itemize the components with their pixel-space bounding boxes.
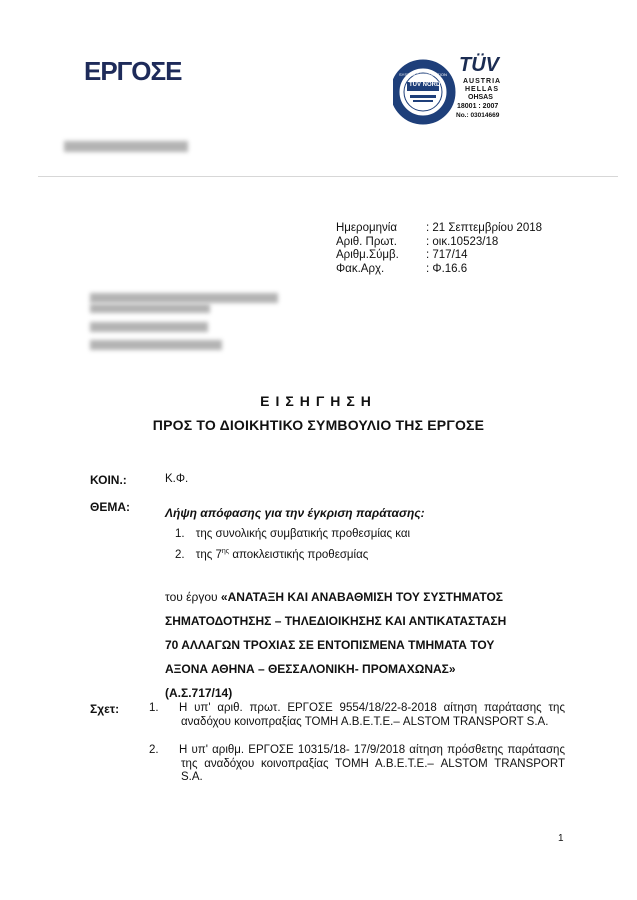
project-line-1 bbox=[165, 585, 575, 609]
redacted-address-line-3 bbox=[90, 322, 208, 332]
sxet-item-2 bbox=[149, 744, 565, 785]
cert-ring-text: SYSTEM CERTIFICATION bbox=[399, 72, 447, 77]
tuv-line-4: 18001 : 2007 bbox=[457, 103, 499, 110]
project-line-4: ΑΞΟΝΑ ΑΘΗΝΑ – ΘΕΣΣΑΛΟΝΙΚΗ- ΠΡΟΜΑΧΩΝΑΣ» bbox=[165, 662, 456, 676]
meta-value: : Φ.16.6 bbox=[426, 262, 468, 275]
meta-value: : οικ.10523/18 bbox=[426, 235, 499, 248]
ergose-logo: ΕΡΓΟΣΕ bbox=[84, 56, 182, 86]
meta-label: Αριθ. Πρωτ. bbox=[336, 235, 397, 248]
redacted-address-line-2 bbox=[90, 304, 210, 313]
thema-label: ΘΕΜΑ: bbox=[90, 500, 130, 514]
thema-item-2-sup: ης bbox=[221, 548, 230, 555]
meta-label: Ημερομηνία bbox=[336, 222, 397, 234]
document-subtitle: ΠΡΟΣ ΤΟ ΔΙΟΙΚΗΤΙΚΟ ΣΥΜΒΟΥΛΙΟ ΤΗΣ ΕΡΓΟΣΕ bbox=[152, 417, 485, 433]
meta-value: : 717/14 bbox=[426, 249, 468, 261]
document-metadata bbox=[336, 222, 542, 276]
sxet-item-text: Η υπ' αριθμ. ΕΡΓΟΣΕ 10315/18- 17/9/2018 αίτηση πρόσθετης παράτασης της αναδόχου κοινοπραξίας ΤΟΜΗ Α.Β.Ε.Τ.Ε.– ALSTOM TRANSPORT S.A. bbox=[179, 744, 565, 783]
cert-badge-text: TÜV NORD bbox=[409, 82, 441, 88]
sxet-item-1 bbox=[149, 702, 565, 729]
meta-label: Φακ.Αρχ. bbox=[336, 262, 385, 275]
certification-seal bbox=[393, 52, 511, 130]
tuv-brand: TÜV bbox=[459, 54, 499, 76]
sxet-item-1-body bbox=[149, 702, 565, 729]
redacted-header-text bbox=[64, 141, 188, 152]
sxet-item-num: 2. bbox=[149, 744, 159, 756]
thema-item-1 bbox=[175, 528, 410, 540]
page-number: 1 bbox=[558, 833, 564, 844]
thema-heading: Λήψη απόφασης για την έγκριση παράτασης: bbox=[165, 506, 425, 520]
project-title bbox=[165, 585, 575, 705]
sxet-label: Σχετ: bbox=[90, 702, 120, 716]
sxet-item-text: Η υπ' αριθ. πρωτ. ΕΡΓΟΣΕ 9554/18/22-8-2018 αίτηση παράτασης της αναδόχου κοινοπραξίας ΤΟΜΗ Α.Β.Ε.Τ.Ε.– ALSTOM TRANSPORT S.A. bbox=[179, 702, 565, 728]
koin-value: Κ.Φ. bbox=[165, 473, 189, 485]
meta-row-protocol bbox=[336, 236, 542, 250]
header-divider bbox=[38, 176, 618, 177]
thema-item-1-text: της συνολικής συμβατικής προθεσμίας και bbox=[195, 528, 411, 540]
thema-item-2 bbox=[175, 548, 368, 561]
sxet-item-2-body bbox=[149, 744, 565, 785]
project-line-1-text: «ΑΝΑΤΑΞΗ ΚΑΙ ΑΝΑΒΑΘΜΙΣΗ ΤΟΥ ΣΥΣΤΗΜΑΤΟΣ bbox=[220, 590, 503, 604]
tuv-line-5: No.: 03014669 bbox=[456, 112, 500, 119]
meta-row-date bbox=[336, 222, 542, 236]
meta-label: Αριθμ.Σύμβ. bbox=[336, 249, 399, 261]
project-prefix: του έργου bbox=[165, 590, 221, 604]
koin-label: ΚΟΙΝ.: bbox=[90, 473, 127, 487]
meta-row-contract bbox=[336, 249, 542, 263]
redacted-address-line-4 bbox=[90, 340, 222, 350]
document-title: ΕΙΣΗΓΗΣΗ bbox=[260, 393, 377, 409]
thema-item-2-num: 2. bbox=[175, 548, 185, 561]
project-line-5: (Α.Σ.717/14) bbox=[165, 686, 233, 700]
project-line-3: 70 ΑΛΛΑΓΩΝ ΤΡΟΧΙΑΣ ΣΕ ΕΝΤΟΠΙΣΜΕΝΑ ΤΜΗΜΑΤΑ ΤΟΥ bbox=[165, 638, 495, 652]
thema-item-2-post: αποκλειστικής προθεσμίας bbox=[229, 548, 369, 561]
thema-item-2-pre: της 7 bbox=[195, 548, 222, 561]
tuv-line-3: OHSAS bbox=[468, 94, 493, 101]
thema-item-1-num: 1. bbox=[175, 528, 185, 540]
redacted-address-line-1 bbox=[90, 293, 278, 303]
sxet-item-num: 1. bbox=[149, 702, 159, 714]
project-line-2: ΣΗΜΑΤΟΔΟΤΗΣΗΣ – ΤΗΛΕΔΙΟΙΚΗΣΗΣ ΚΑΙ ΑΝΤΙΚΑΤΑΣΤΑΣΗ bbox=[165, 614, 507, 628]
meta-value: : 21 Σεπτεμβρίου 2018 bbox=[426, 222, 543, 234]
tuv-line-2: HELLAS bbox=[465, 86, 499, 93]
tuv-line-1: AUSTRIA bbox=[463, 78, 502, 85]
meta-row-file bbox=[336, 263, 542, 277]
